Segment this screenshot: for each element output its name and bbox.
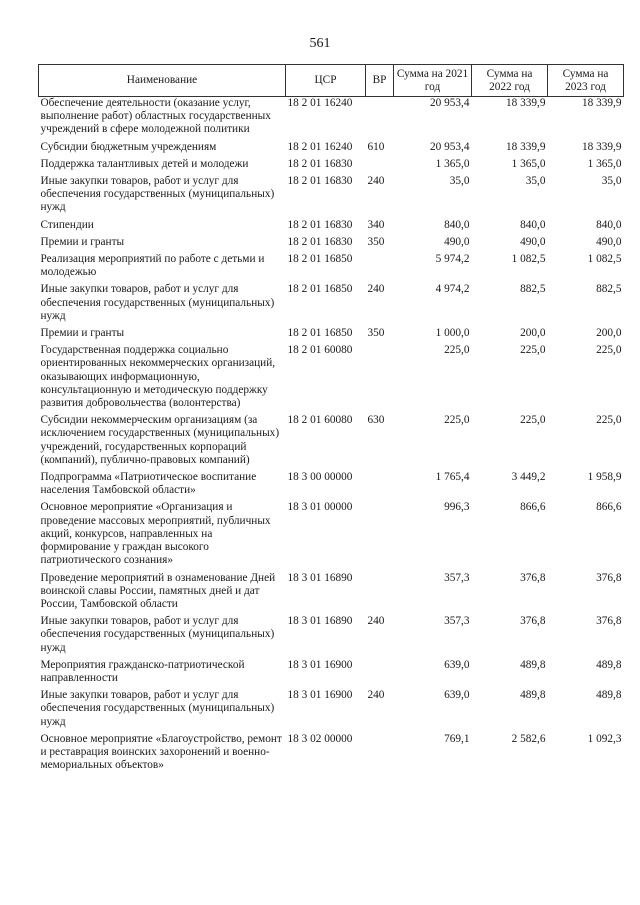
cell-vr: 350 bbox=[367, 235, 385, 248]
cell-sum-2022: 200,0 bbox=[520, 327, 546, 340]
cell-sum-2022: 489,8 bbox=[520, 689, 546, 702]
cell-sum-2021: 225,0 bbox=[444, 344, 470, 357]
cell-sum-2022: 866,6 bbox=[520, 501, 546, 514]
cell-sum-2023: 490,0 bbox=[596, 235, 622, 248]
cell-csr: 18 2 01 16850 bbox=[287, 253, 353, 266]
cell-csr: 18 3 01 16900 bbox=[287, 658, 353, 671]
cell-sum-2021: 1 765,4 bbox=[435, 471, 470, 484]
cell-csr: 18 2 01 60080 bbox=[287, 414, 353, 427]
cell-sum-2021: 1 000,0 bbox=[435, 327, 470, 340]
header-csr: ЦСР bbox=[286, 65, 366, 97]
header-name: Наименование bbox=[39, 65, 286, 97]
cell-vr bbox=[366, 471, 394, 501]
cell-csr: 18 2 01 60080 bbox=[287, 344, 353, 357]
cell-name: Обеспечение деятельности (оказание услуг, выполнение работ) областных государственных учреждений в сфере молодежной политики bbox=[40, 97, 271, 136]
cell-sum-2022: 1 082,5 bbox=[511, 253, 546, 266]
cell-sum-2021: 4 974,2 bbox=[435, 283, 470, 296]
cell-name: Иные закупки товаров, работ и услуг для обеспечения государственных (муниципальных) нужд bbox=[40, 175, 275, 214]
cell-csr: 18 2 01 16240 bbox=[287, 140, 353, 153]
cell-sum-2022: 225,0 bbox=[520, 414, 546, 427]
cell-sum-2021: 35,0 bbox=[449, 175, 470, 188]
header-sum-2023: Сумма на 2023 год bbox=[548, 65, 624, 97]
cell-sum-2023: 1 092,3 bbox=[587, 732, 622, 745]
cell-sum-2023: 200,0 bbox=[596, 327, 622, 340]
cell-sum-2022: 18 339,9 bbox=[505, 97, 546, 109]
cell-sum-2022: 376,8 bbox=[520, 615, 546, 628]
cell-name: Субсидии бюджетным учреждениям bbox=[40, 140, 217, 153]
cell-sum-2023: 1 365,0 bbox=[587, 157, 622, 170]
table-row bbox=[39, 283, 624, 327]
table-row bbox=[39, 253, 624, 283]
cell-sum-2022: 18 339,9 bbox=[505, 140, 546, 153]
table-row bbox=[39, 141, 624, 158]
cell-sum-2023: 225,0 bbox=[596, 344, 622, 357]
cell-vr: 240 bbox=[367, 283, 385, 296]
table-row bbox=[39, 501, 624, 571]
table-row bbox=[39, 236, 624, 253]
budget-table bbox=[38, 64, 624, 776]
page-number: 561 bbox=[309, 36, 331, 51]
cell-vr bbox=[366, 659, 394, 689]
cell-name: Проведение мероприятий в ознаменование Дней воинской славы России, памятных дней и дат России, Тамбовской области bbox=[40, 571, 276, 610]
cell-sum-2023: 1 958,9 bbox=[587, 471, 622, 484]
cell-sum-2021: 639,0 bbox=[444, 689, 470, 702]
header-sum-2021: Сумма на 2021 год bbox=[394, 65, 472, 97]
table-row bbox=[39, 327, 624, 344]
table-row bbox=[39, 733, 624, 777]
table-row bbox=[39, 572, 624, 616]
cell-vr bbox=[366, 501, 394, 571]
cell-sum-2023: 489,8 bbox=[596, 658, 622, 671]
cell-sum-2021: 225,0 bbox=[444, 414, 470, 427]
cell-name: Государственная поддержка социально ориентированных некоммерческих организаций, оказывающих информационную, консультационную и методическую поддержку развития добровольчества (волонтерства) bbox=[40, 344, 276, 410]
cell-sum-2022: 3 449,2 bbox=[511, 471, 546, 484]
cell-sum-2021: 20 953,4 bbox=[429, 140, 470, 153]
table-row bbox=[39, 97, 624, 141]
table-row bbox=[39, 175, 624, 219]
cell-csr: 18 2 01 16850 bbox=[287, 283, 353, 296]
cell-sum-2021: 769,1 bbox=[444, 732, 470, 745]
cell-sum-2021: 357,3 bbox=[444, 571, 470, 584]
cell-csr: 18 3 01 16890 bbox=[287, 571, 353, 584]
cell-vr: 610 bbox=[367, 140, 385, 153]
cell-csr: 18 2 01 16830 bbox=[287, 218, 353, 231]
cell-sum-2023: 866,6 bbox=[596, 501, 622, 514]
table-row bbox=[39, 471, 624, 501]
cell-sum-2023: 1 082,5 bbox=[587, 253, 622, 266]
cell-csr: 18 2 01 16830 bbox=[287, 235, 353, 248]
cell-sum-2021: 1 365,0 bbox=[435, 157, 470, 170]
cell-sum-2023: 18 339,9 bbox=[581, 97, 622, 109]
table-row bbox=[39, 219, 624, 236]
cell-vr: 340 bbox=[367, 218, 385, 231]
cell-vr bbox=[366, 97, 394, 141]
cell-name: Премии и гранты bbox=[40, 327, 125, 340]
cell-name: Премии и гранты bbox=[40, 235, 125, 248]
cell-name: Поддержка талантливых детей и молодежи bbox=[40, 157, 249, 170]
cell-sum-2021: 996,3 bbox=[444, 501, 470, 514]
cell-csr: 18 3 01 16890 bbox=[287, 615, 353, 628]
cell-name: Подпрограмма «Патриотическое воспитание населения Тамбовской области» bbox=[40, 471, 257, 497]
cell-vr bbox=[366, 733, 394, 777]
cell-csr: 18 3 00 00000 bbox=[287, 471, 353, 484]
cell-vr: 240 bbox=[367, 615, 385, 628]
cell-vr bbox=[366, 158, 394, 175]
cell-sum-2021: 490,0 bbox=[444, 235, 470, 248]
cell-sum-2022: 490,0 bbox=[520, 235, 546, 248]
cell-csr: 18 3 02 00000 bbox=[287, 732, 353, 745]
cell-sum-2022: 2 582,6 bbox=[511, 732, 546, 745]
cell-name: Реализация мероприятий по работе с детьми и молодежью bbox=[40, 253, 265, 279]
cell-vr: 240 bbox=[367, 689, 385, 702]
table-row bbox=[39, 344, 624, 414]
cell-csr: 18 3 01 16900 bbox=[287, 689, 353, 702]
table-row bbox=[39, 414, 624, 471]
cell-sum-2021: 357,3 bbox=[444, 615, 470, 628]
cell-sum-2023: 882,5 bbox=[596, 283, 622, 296]
table-row bbox=[39, 158, 624, 175]
cell-sum-2023: 840,0 bbox=[596, 218, 622, 231]
cell-sum-2022: 225,0 bbox=[520, 344, 546, 357]
cell-vr bbox=[366, 344, 394, 414]
cell-csr: 18 2 01 16830 bbox=[287, 157, 353, 170]
cell-csr: 18 2 01 16830 bbox=[287, 175, 353, 188]
table-header bbox=[39, 65, 624, 97]
cell-csr: 18 2 01 16850 bbox=[287, 327, 353, 340]
cell-sum-2023: 376,8 bbox=[596, 615, 622, 628]
cell-name: Иные закупки товаров, работ и услуг для обеспечения государственных (муниципальных) нужд bbox=[40, 689, 275, 728]
cell-sum-2023: 225,0 bbox=[596, 414, 622, 427]
header-vr: ВР bbox=[366, 65, 394, 97]
cell-sum-2022: 882,5 bbox=[520, 283, 546, 296]
cell-vr: 630 bbox=[367, 414, 385, 427]
cell-vr bbox=[366, 572, 394, 616]
table-row bbox=[39, 689, 624, 733]
cell-sum-2022: 840,0 bbox=[520, 218, 546, 231]
cell-csr: 18 2 01 16240 bbox=[287, 97, 353, 109]
cell-name: Субсидии некоммерческим организациям (за исключением государственных (муниципальных) учреждений, государственных корпораций (компаний), публично-правовых компаний) bbox=[40, 414, 280, 466]
cell-sum-2021: 5 974,2 bbox=[435, 253, 470, 266]
cell-name: Основное мероприятие «Организация и проведение массовых мероприятий, публичных акций, конкурсов, направленных на формирование у граждан высокого патриотического сознания» bbox=[40, 501, 271, 567]
table-row bbox=[39, 659, 624, 689]
cell-sum-2021: 20 953,4 bbox=[429, 97, 470, 109]
cell-sum-2021: 840,0 bbox=[444, 218, 470, 231]
cell-sum-2023: 376,8 bbox=[596, 571, 622, 584]
cell-sum-2021: 639,0 bbox=[444, 658, 470, 671]
cell-vr: 240 bbox=[367, 175, 385, 188]
cell-name: Основное мероприятие «Благоустройство, ремонт и реставрация воинских захоронений и военно-мемориальных объектов» bbox=[40, 732, 282, 772]
cell-name: Иные закупки товаров, работ и услуг для обеспечения государственных (муниципальных) нужд bbox=[40, 615, 275, 654]
cell-csr: 18 3 01 00000 bbox=[287, 501, 353, 514]
cell-vr bbox=[366, 253, 394, 283]
table-row bbox=[39, 615, 624, 659]
cell-sum-2023: 18 339,9 bbox=[581, 140, 622, 153]
cell-name: Мероприятия гражданско-патриотической направленности bbox=[40, 658, 245, 684]
header-sum-2022: Сумма на 2022 год bbox=[472, 65, 548, 97]
cell-sum-2022: 35,0 bbox=[525, 175, 546, 188]
table-body bbox=[39, 97, 624, 777]
cell-sum-2022: 1 365,0 bbox=[511, 157, 546, 170]
cell-sum-2023: 35,0 bbox=[601, 175, 622, 188]
cell-name: Иные закупки товаров, работ и услуг для обеспечения государственных (муниципальных) нужд bbox=[40, 283, 275, 322]
cell-name: Стипендии bbox=[40, 218, 94, 231]
cell-sum-2022: 489,8 bbox=[520, 658, 546, 671]
cell-sum-2023: 489,8 bbox=[596, 689, 622, 702]
cell-vr: 350 bbox=[367, 327, 385, 340]
cell-sum-2022: 376,8 bbox=[520, 571, 546, 584]
